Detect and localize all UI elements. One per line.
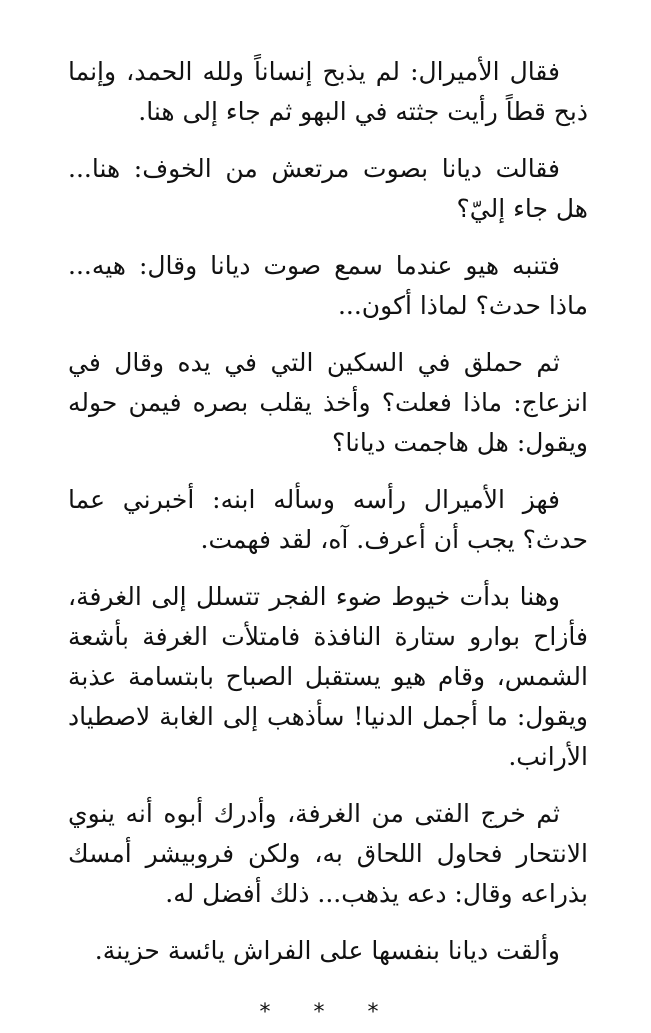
paragraph-6: وهنا بدأت خيوط ضوء الفجر تتسلل إلى الغرفة، فأزاح بوارو ستارة النافذة فامتلأت الغرفة بأشعة الشمس، وقام هيو يستقبل الصباح بابتسامة عذبة ويقول: ما أجمل الدنيا! سأذهب إلى الغابة لاصطياد الأرانب.: [68, 582, 588, 771]
paragraph-5: فهز الأميرال رأسه وسأله ابنه: أخبرني عما حدث؟ يجب أن أعرف. آه، لقد فهمت.: [68, 485, 588, 554]
paragraph-1: فقال الأميرال: لم يذبح إنساناً ولله الحمد، وإنما ذبح قطاً رأيت جثته في البهو ثم جاء إلى هنا.: [68, 57, 588, 126]
paragraph-8: وألقت ديانا بنفسها على الفراش يائسة حزينة.: [94, 936, 560, 965]
paragraph-2: فقالت ديانا بصوت مرتعش من الخوف: هنا... هل جاء إليّ؟: [68, 154, 588, 223]
paragraph-3: فتنبه هيو عندما سمع صوت ديانا وقال: هيه... ماذا حدث؟ لماذا أكون...: [68, 251, 588, 320]
section-separator: * * *: [259, 1000, 397, 1025]
paragraph-7: ثم خرج الفتى من الغرفة، وأدرك أبوه أنه ينوي الانتحار فحاول اللحاق به، ولكن فروبيشر أمسك بذراعه وقال: دعه يذهب... ذلك أفضل له.: [68, 799, 588, 908]
paragraph-4: ثم حملق في السكين التي في يده وقال في انزعاج: ماذا فعلت؟ وأخذ يقلب بصره فيمن حوله ويقول: هل هاجمت ديانا؟: [68, 348, 588, 457]
book-page: [68, 52, 588, 1033]
